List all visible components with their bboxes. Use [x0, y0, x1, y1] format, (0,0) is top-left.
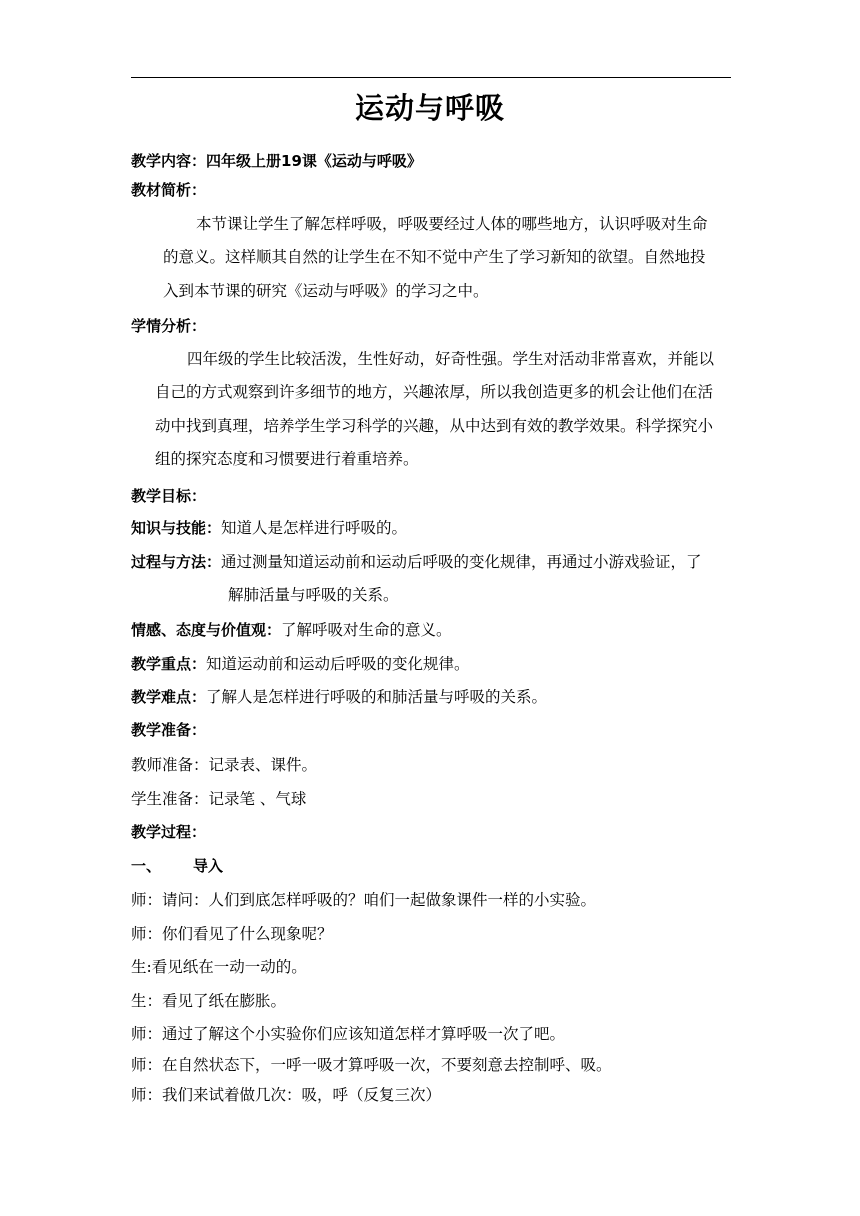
knowledge-line — [131, 518, 407, 538]
dialogue-line-3: 生:看见纸在一动一动的。 — [131, 958, 307, 976]
material-line-3: 入到本节课的研究《运动与呼吸》的学习之中。 — [163, 282, 489, 300]
material-heading: 教材简析： — [131, 181, 207, 199]
dialogue-line-7: 师：我们来试着做几次：吸，呼（反复三次） — [131, 1086, 442, 1104]
process-method-value: 通过测量知道运动前和运动后呼吸的变化规律，再通过小游戏验证，了 — [221, 553, 702, 571]
teacher-prep: 教师准备：记录表、课件。 — [131, 756, 318, 774]
goals-heading: 教学目标： — [131, 487, 207, 505]
student-prep: 学生准备：记录笔 、气球 — [131, 790, 307, 808]
key-point-line — [131, 654, 470, 674]
difficulty-line — [131, 687, 547, 707]
material-line-2: 的意义。这样顺其自然的让学生在不知不觉中产生了学习新知的欲望。自然地投 — [163, 248, 706, 266]
section-1-heading — [131, 856, 223, 876]
students-line-4: 组的探究态度和习惯要进行着重培养。 — [155, 450, 419, 468]
emotion-value: 了解呼吸对生命的意义。 — [281, 621, 452, 639]
content-value: 四年级上册19课《运动与呼吸》 — [206, 152, 422, 170]
dialogue-line-2: 师：你们看见了什么现象呢？ — [131, 925, 333, 943]
difficulty-value: 了解人是怎样进行呼吸的和肺活量与呼吸的关系。 — [206, 688, 548, 706]
key-point-value: 知道运动前和运动后呼吸的变化规律。 — [206, 655, 470, 673]
process-method-label: 过程与方法： — [131, 553, 222, 571]
emotion-label: 情感、态度与价值观： — [131, 621, 282, 639]
knowledge-value: 知道人是怎样进行呼吸的。 — [221, 519, 408, 537]
students-line-1: 四年级的学生比较活泼，生性好动，好奇性强。学生对活动非常喜欢，并能以 — [187, 350, 715, 368]
header-rule — [131, 77, 731, 78]
content-line — [131, 151, 422, 171]
dialogue-line-6: 师：在自然状态下，一呼一吸才算呼吸一次，不要刻意去控制呼、吸。 — [131, 1056, 612, 1074]
difficulty-label: 教学难点： — [131, 688, 207, 706]
emotion-line — [131, 620, 452, 640]
material-line-1: 本节课让学生了解怎样呼吸，呼吸要经过人体的哪些地方，认识呼吸对生命 — [196, 215, 708, 233]
dialogue-line-4: 生：看见了纸在膨胀。 — [131, 992, 287, 1010]
students-line-2: 自己的方式观察到许多细节的地方，兴趣浓厚，所以我创造更多的机会让他们在活 — [155, 383, 714, 401]
process-heading: 教学过程： — [131, 823, 207, 841]
content-label: 教学内容： — [131, 152, 207, 170]
students-heading: 学情分析： — [131, 317, 207, 335]
key-point-label: 教学重点： — [131, 655, 207, 673]
process-method-line — [131, 552, 702, 572]
process-method-value-cont: 解肺活量与呼吸的关系。 — [228, 586, 399, 604]
section-1-number: 一、 — [131, 857, 162, 875]
dialogue-line-1: 师：请问：人们到底怎样呼吸的？咱们一起做象课件一样的小实验。 — [131, 891, 597, 909]
dialogue-line-5: 师：通过了解这个小实验你们应该知道怎样才算呼吸一次了吧。 — [131, 1025, 566, 1043]
section-1-title: 导入 — [193, 857, 224, 875]
students-line-3: 动中找到真理，培养学生学习科学的兴趣，从中达到有效的教学效果。科学探究小 — [155, 417, 714, 435]
knowledge-label: 知识与技能： — [131, 519, 222, 537]
document-title: 运动与呼吸 — [354, 91, 505, 125]
prep-heading: 教学准备： — [131, 721, 207, 739]
